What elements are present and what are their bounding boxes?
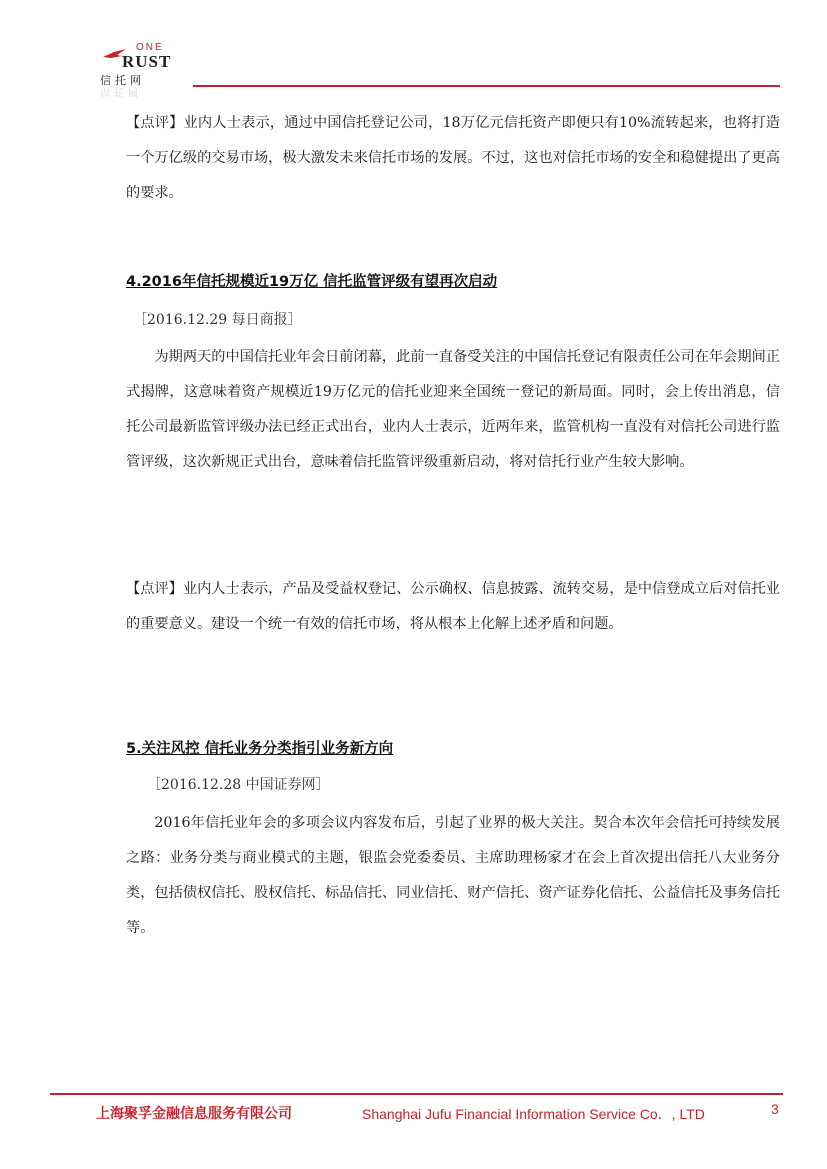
page-number: 3 — [771, 1101, 779, 1117]
comment-paragraph-4: 【点评】业内人士表示，产品及受益权登记、公示确权、信息披露、流转交易，是中信登成立后对信托业的重要意义。建设一个统一有效的信托市场，将从根本上化解上述矛盾和问题。 — [126, 581, 780, 632]
footer-company-english: Shanghai Jufu Financial Information Service Co．, LTD — [362, 1106, 705, 1122]
logo-reflection: 信托网 — [100, 86, 142, 97]
logo-chinese-text: 信托网 — [100, 74, 145, 87]
news-heading-4: 4.2016年信托规模近19万亿 信托监管评级有望再次启动 — [126, 274, 498, 290]
news-body-5: 2016年信托业年会的多项会议内容发布后，引起了业界的极大关注。契合本次年会信托可持续发展之路：业务分类与商业模式的主题，银监会党委委员、主席助理杨家才在会上首次提出信托八大业务分类，包括债权信托、股权信托、标品信托、同业信托、财产信托、资产证券化信托、公益信托及事务信托等。 — [126, 815, 780, 936]
header-divider — [193, 85, 780, 87]
logo-rust-text: RUST — [122, 52, 172, 71]
footer-company-chinese: 上海聚孚金融信息服务有限公司 — [96, 1106, 292, 1122]
trust-logo — [100, 42, 200, 98]
news-source-4: ［2016.12.29 每日商报］ — [133, 312, 302, 328]
footer-divider — [50, 1093, 783, 1095]
logo-one-text: ONE — [136, 42, 164, 53]
news-heading-5: 5.关注风控 信托业务分类指引业务新方向 — [126, 741, 394, 757]
news-body-4: 为期两天的中国信托业年会日前闭幕，此前一直备受关注的中国信托登记有限责任公司在年会期间正式揭牌，这意味着资产规模近19万亿元的信托业迎来全国统一登记的新局面。同时，会上传出消息，信托公司最新监管评级办法已经正式出台，业内人士表示，近两年来，监管机构一直没有对信托公司进行监管评级，这次新规正式出台，意味着信托监管评级重新启动，将对信托行业产生较大影响。 — [126, 349, 780, 470]
comment-paragraph-3: 【点评】业内人士表示，通过中国信托登记公司，18万亿元信托资产即便只有10%流转起来，也将打造一个万亿级的交易市场，极大激发未来信托市场的发展。不过，这也对信托市场的安全和稳健提出了更高的要求。 — [126, 115, 780, 201]
news-source-5: ［2016.12.28 中国证券网］ — [147, 777, 330, 793]
